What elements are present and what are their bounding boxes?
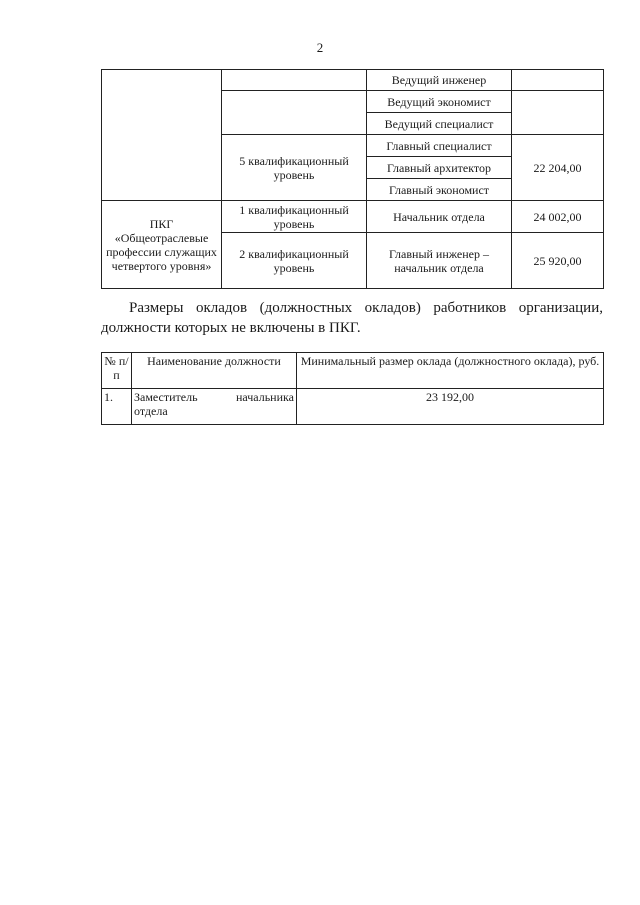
- row-number-cell: 1.: [102, 389, 132, 425]
- group-cell: ПКГ «Общеотраслевые профессии служащих четвертого уровня»: [102, 201, 222, 289]
- table-row: [102, 201, 604, 233]
- position-item: Ведущий специалист: [384, 116, 494, 131]
- position-group-cell: [367, 91, 512, 135]
- level-cell: 2 квалификационный уровень: [222, 233, 367, 289]
- salary-cell: 22 204,00: [512, 135, 604, 201]
- salary-cell: [512, 91, 604, 135]
- salary-table-other: [101, 352, 604, 425]
- salary-table-pkg: [101, 69, 604, 289]
- table-row: [102, 70, 604, 91]
- level-cell: 1 квалификационный уровень: [222, 201, 367, 233]
- position-cell: Начальник отдела: [367, 201, 512, 233]
- position-list: [367, 135, 511, 200]
- column-header-salary: Минимальный размер оклада (должностного оклада), руб.: [297, 353, 604, 389]
- column-header-number: № п/п: [102, 353, 132, 389]
- column-header-position: Наименование должности: [132, 353, 297, 389]
- salary-cell: 23 192,00: [297, 389, 604, 425]
- group-cell: [102, 70, 222, 201]
- table-header-row: [102, 353, 604, 389]
- salary-cell: 24 002,00: [512, 201, 604, 233]
- body-paragraph: Размеры окладов (должностных окладов) работников организации, должности которых не включены в ПКГ.: [101, 300, 603, 336]
- level-cell: [222, 91, 367, 135]
- position-group-cell: [367, 135, 512, 201]
- position-cell: Ведущий инженер: [367, 70, 512, 91]
- position-item: Главный специалист: [367, 135, 511, 157]
- level-cell: [222, 70, 367, 91]
- page-number: 2: [316, 40, 324, 55]
- position-item: Главный архитектор: [367, 157, 511, 179]
- table-row: [102, 389, 604, 425]
- position-list: [367, 91, 511, 134]
- salary-cell: 25 920,00: [512, 233, 604, 289]
- salary-cell: [512, 70, 604, 91]
- level-cell: 5 квалификационный уровень: [222, 135, 367, 201]
- position-item: Главный экономист: [388, 182, 490, 197]
- position-cell: Главный инженер – начальник отдела: [367, 233, 512, 289]
- position-name-cell: Заместитель начальника отдела: [132, 389, 297, 425]
- position-item: Ведущий экономист: [367, 91, 511, 113]
